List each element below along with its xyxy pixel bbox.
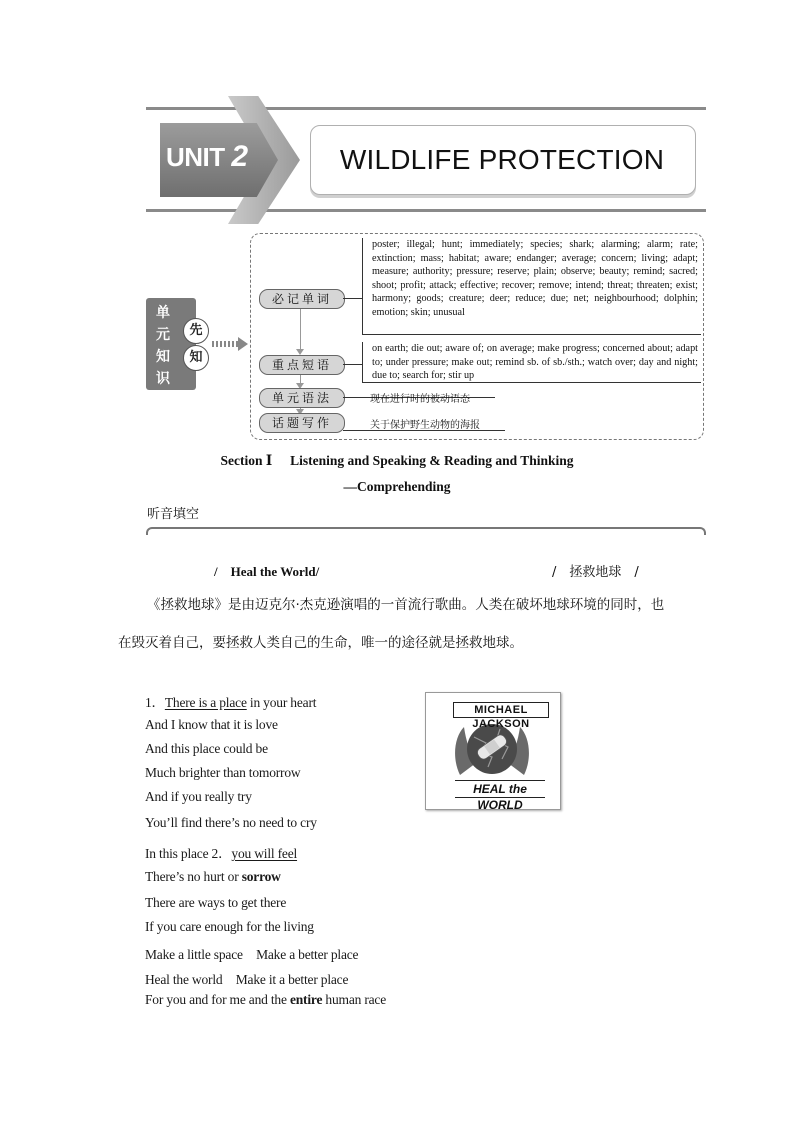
banner-bottom-rule — [146, 209, 706, 212]
lyric-line-8 — [145, 869, 281, 885]
song-title-en: / Heal the World/ — [214, 564, 320, 579]
lyric-line-6: You’ll find there’s no need to cry — [145, 815, 317, 830]
section-divider — [146, 527, 706, 535]
unit-title: WILDLIFE PROTECTION — [339, 144, 665, 175]
side-circle-char: 先 — [183, 318, 209, 344]
lyric-text: In this place 2． — [145, 846, 232, 861]
song-intro-line1: 《拯救地球》是由迈克尔·杰克逊演唱的一首流行歌曲。人类在破坏地球环境的同时，也 — [147, 597, 665, 613]
song-intro-line2: 在毁灭着自己，要拯救人类自己的生命，唯一的途径就是拯救地球。 — [118, 635, 523, 651]
key-word: sorrow — [241, 869, 281, 884]
lyric-text: For you and for me and the — [145, 992, 290, 1007]
arrow-head-icon — [238, 337, 248, 351]
unit-word: UNIT — [166, 142, 225, 172]
song-title-cn: / 拯救地球 / — [552, 565, 639, 580]
lyric-line-4: Much brighter than tomorrow — [145, 765, 301, 780]
vocab-list: poster; illegal; hunt; immediately; species; shark; alarming; alarm; rate; extinction; mass; habitat; aware; endanger; average; concern; living; adapt; measure; authority; pressure; reserve; plain; observe; beauty; remind; sacred; shoot; profit; attack; effective; recover; remove; intend; threat; threaten; exist; harmony; goods; creature; deer; reduce; due; net; neighbourhood; dolphin; emotion; skin; unusual — [372, 239, 698, 318]
lyric-line-1 — [145, 691, 316, 711]
lyric-line-11: Make a little space Make a better place — [145, 947, 359, 962]
lyric-line-12: Heal the world Make it a better place — [145, 972, 349, 987]
pill-unit-grammar: 单元语法 — [259, 388, 345, 408]
album-artist: MICHAEL JACKSON — [453, 702, 549, 718]
unit-number: 2 — [231, 140, 248, 173]
section-title: Listening and Speaking & Reading and Thinking — [290, 453, 574, 468]
side-tag-char: 识 — [156, 371, 170, 387]
side-tag-char: 单 — [156, 305, 170, 321]
pill-must-remember-words: 必记单词 — [259, 289, 345, 309]
lyric-line-3: And this place could be — [145, 741, 268, 756]
lyric-text: in your heart — [246, 695, 317, 710]
lyric-line-2: And I know that it is love — [145, 717, 278, 732]
phrase-list: on earth; die out; aware of; on average; make progress; concerned about; adapt to; under pressure; make out; remind sb. of sb./sth.; watch over; day and night; due to; search for; stir up — [372, 343, 698, 381]
lyric-line-10: If you care enough for the living — [145, 919, 314, 934]
banner-top-rule — [146, 107, 706, 110]
side-tag-char: 元 — [156, 327, 170, 343]
blank-answer: There is a place — [164, 695, 247, 710]
section-subtitle: —Comprehending — [343, 479, 451, 494]
pill-key-phrases: 重点短语 — [259, 355, 345, 375]
lyric-line-5: And if you really try — [145, 789, 252, 804]
section-label: Section Ⅰ — [220, 453, 273, 468]
unit-preview-tag — [146, 298, 196, 390]
unit-label — [166, 140, 266, 174]
album-title: HEAL the WORLD — [455, 780, 545, 798]
dotted-arrow-icon — [212, 341, 240, 347]
key-word: entire — [289, 992, 323, 1007]
listen-fill-label: 听音填空 — [147, 507, 200, 522]
side-tag-char: 知 — [156, 349, 170, 365]
lyric-line-13 — [145, 992, 386, 1008]
side-circle-char: 知 — [183, 345, 209, 371]
writing-topic: 关于保护野生动物的海报 — [370, 420, 480, 431]
pill-topic-writing: 话题写作 — [259, 413, 345, 433]
lyric-text: human race — [322, 992, 387, 1007]
grammar-topic: 现在进行时的被动语态 — [370, 394, 470, 405]
connector-line — [343, 364, 363, 365]
connector-line — [343, 298, 363, 299]
lyric-text: There’s no hurt or — [145, 869, 242, 884]
section-heading — [0, 453, 794, 469]
connector-line — [300, 307, 301, 351]
blank-answer: you will feel — [231, 846, 298, 861]
lyric-line-9: There are ways to get there — [145, 895, 287, 910]
lyric-line-7 — [145, 842, 297, 862]
blank-number: 1． — [145, 695, 165, 710]
